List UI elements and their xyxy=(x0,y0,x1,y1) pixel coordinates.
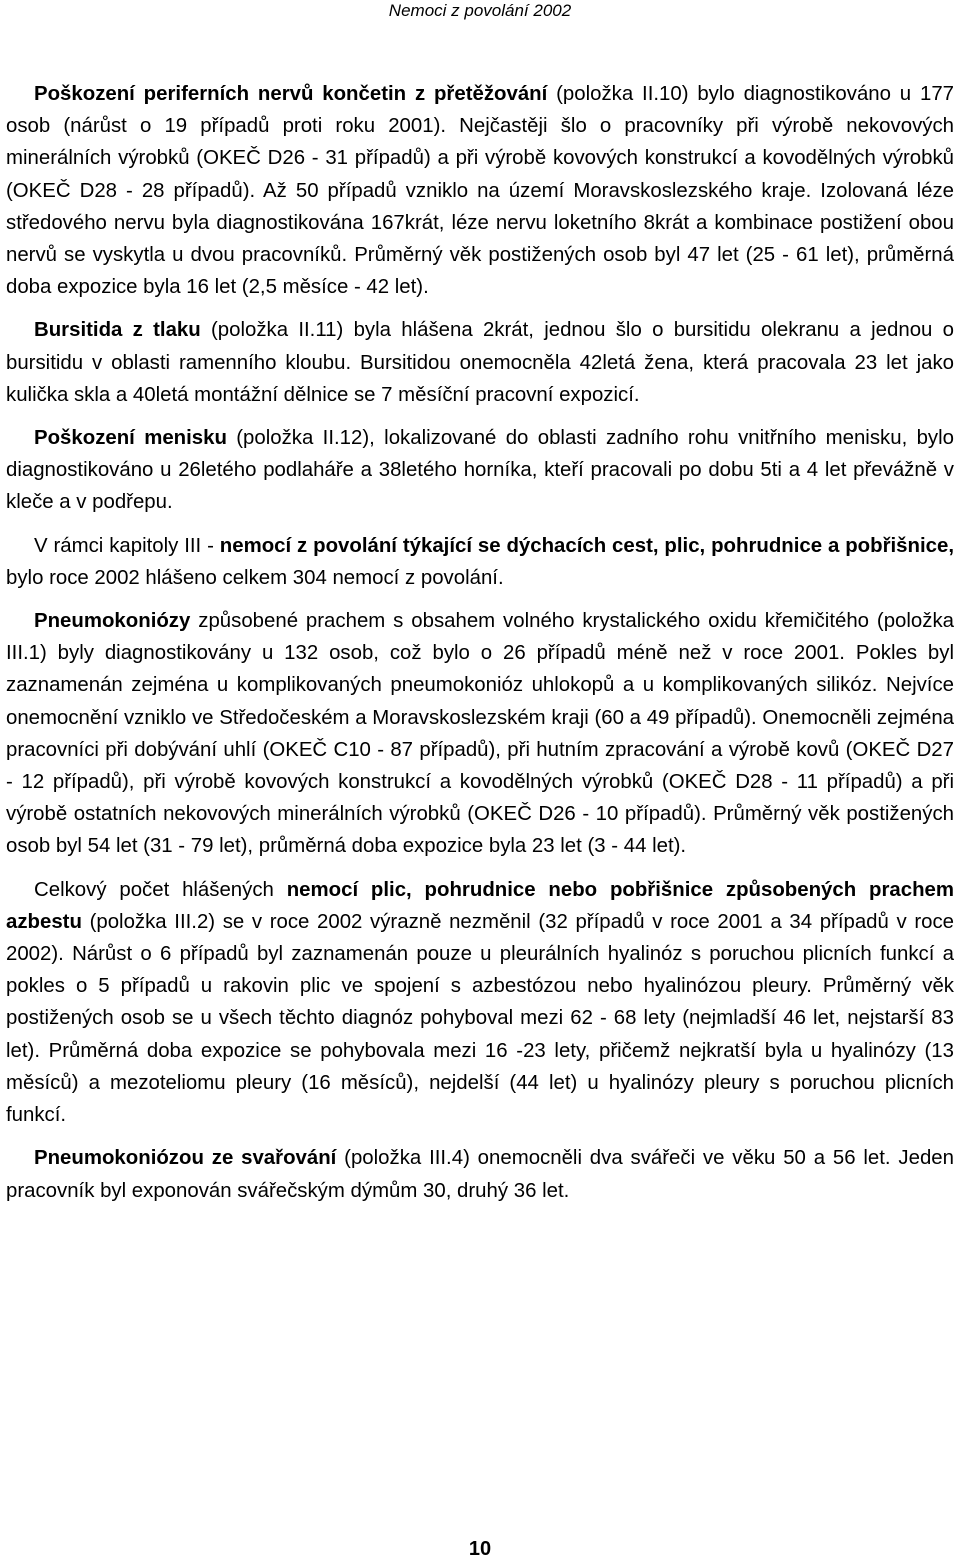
paragraph-text: způsobené prachem s obsahem volného krystalického oxidu křemičitého (položka III.1) byly diagnostikovány u 132 osob, což bylo o 26 případů méně než v roce 2001. Pokles byl zaznamenán zejména u komplikovaných pneumokonióz uhlokopů a u komplikovaných silikóz. Nejvíce onemocnění vzniklo ve Středočeském a Moravskoslezském kraji (60 a 49 případů). Onemocněli zejména pracovníci při dobývání uhlí (OKEČ C10 - 87 případů), při hutním zpracování a výrobě kovů (OKEČ D27 - 12 případů), při výrobě kovových konstrukcí a kovodělných výrobků (OKEČ D28 - 11 případů) a při výrobě ostatních nekovových minerálních výrobků (OKEČ D26 - 10 případů). Průměrný věk postižených osob byl 54 let (31 - 79 let), průměrná doba expozice byla 23 let (3 - 44 let). xyxy=(6,610,954,858)
paragraph-peripheral-nerves xyxy=(6,78,954,303)
paragraph-meniscus xyxy=(6,422,954,519)
paragraph-text: (položka III.2) se v roce 2002 výrazně nezměnil (32 případů v roce 2001 a 34 případů v roce 2002). Nárůst o 6 případů byl zaznamenán pouze u pleurálních hyalinóz s poruchou plicních funkcí a pokles o 5 případů u rakovin plic ve spojení s azbestózou nebo hyalinózou pleury. Průměrný věk postižených osob se u všech těchto diagnóz pohyboval mezi 62 - 68 lety (nejmladší 46 let, nejstarší 83 let). Průměrná doba expozice se pohybovala mezi 16 -23 lety, přičemž nejkratší byla u hyalinózy (13 měsíců) a mezoteliomu pleury (16 měsíců), nejdelší (44 let) u hyalinózy pleury s poruchou plicních funkcí. xyxy=(6,910,954,1127)
paragraph-chapter-iii xyxy=(6,530,954,594)
paragraph-heading: Pneumokoniózou ze svařování xyxy=(34,1147,337,1170)
paragraph-heading: Bursitida z tlaku xyxy=(34,319,201,342)
paragraph-heading: Pneumokoniózy xyxy=(34,610,191,633)
paragraph-heading: nemocí z povolání týkající se dýchacích cest, plic, pohrudnice a pobřišnice, xyxy=(219,534,954,557)
paragraph-bursitis xyxy=(6,314,954,411)
paragraph-text: (položka III.4) onemocněli dva svářeči ve věku 50 a 56 let. Jeden pracovník byl exponován svářečským dýmům 30, druhý 36 let. xyxy=(6,1147,954,1202)
paragraph-heading: Poškození periferních nervů končetin z přetěžování xyxy=(34,83,548,105)
paragraph-lead: V rámci kapitoly III - xyxy=(34,534,220,557)
paragraph-heading: nemocí plic, pohrudnice nebo pobřišnice způsobených prachem azbestu xyxy=(6,878,954,933)
paragraph-text: (položka II.11) byla hlášena 2krát, jednou šlo o bursitidu olekranu a jednou o bursitidu v oblasti ramenního kloubu. Bursitidou onemocněla 42letá žena, která pracovala 23 let jako kulička skla a 40letá montážní dělnice se 7 měsíční pracovní expozicí. xyxy=(6,319,954,406)
document-body xyxy=(6,78,954,1207)
paragraph-heading: Poškození menisku xyxy=(34,427,227,450)
running-header: Nemoci z povolání 2002 xyxy=(388,1,572,20)
paragraph-text: (položka II.12), lokalizované do oblasti zadního rohu vnitřního menisku, bylo diagnostikováno u 26letého podlaháře a 38letého horníka, kteří pracovali po dobu 5ti a 4 let převážně v kleče a v podřepu. xyxy=(6,427,954,514)
paragraph-asbestos xyxy=(6,874,954,1132)
paragraph-lead: Celkový počet hlášených xyxy=(34,878,287,901)
paragraph-text: (položka II.10) bylo diagnostikováno u 177 osob (nárůst o 19 případů proti roku 2001). Nejčastěji šlo o pracovníky při výrobě nekovových minerálních výrobků (OKEČ D26 - 31 případů) a při výrobě kovových konstrukcí a kovodělných výrobků (OKEČ D28 - 28 případů). Až 50 případů vzniklo na území Moravskoslezského kraje. Izolovaná léze středového nervu byla diagnostikována 167krát, léze nervu loketního 8krát a kombinace postižení obou nervů se vyskytla u dvou pracovníků. Průměrný věk postižených osob byl 47 let (25 - 61 let), průměrná doba expozice byla 16 let (2,5 měsíce - 42 let). xyxy=(6,83,954,299)
paragraph-pneumoconioses xyxy=(6,605,954,863)
paragraph-text: bylo roce 2002 hlášeno celkem 304 nemocí z povolání. xyxy=(6,566,504,589)
page-number: 10 xyxy=(468,1538,492,1560)
paragraph-welding xyxy=(6,1142,954,1206)
